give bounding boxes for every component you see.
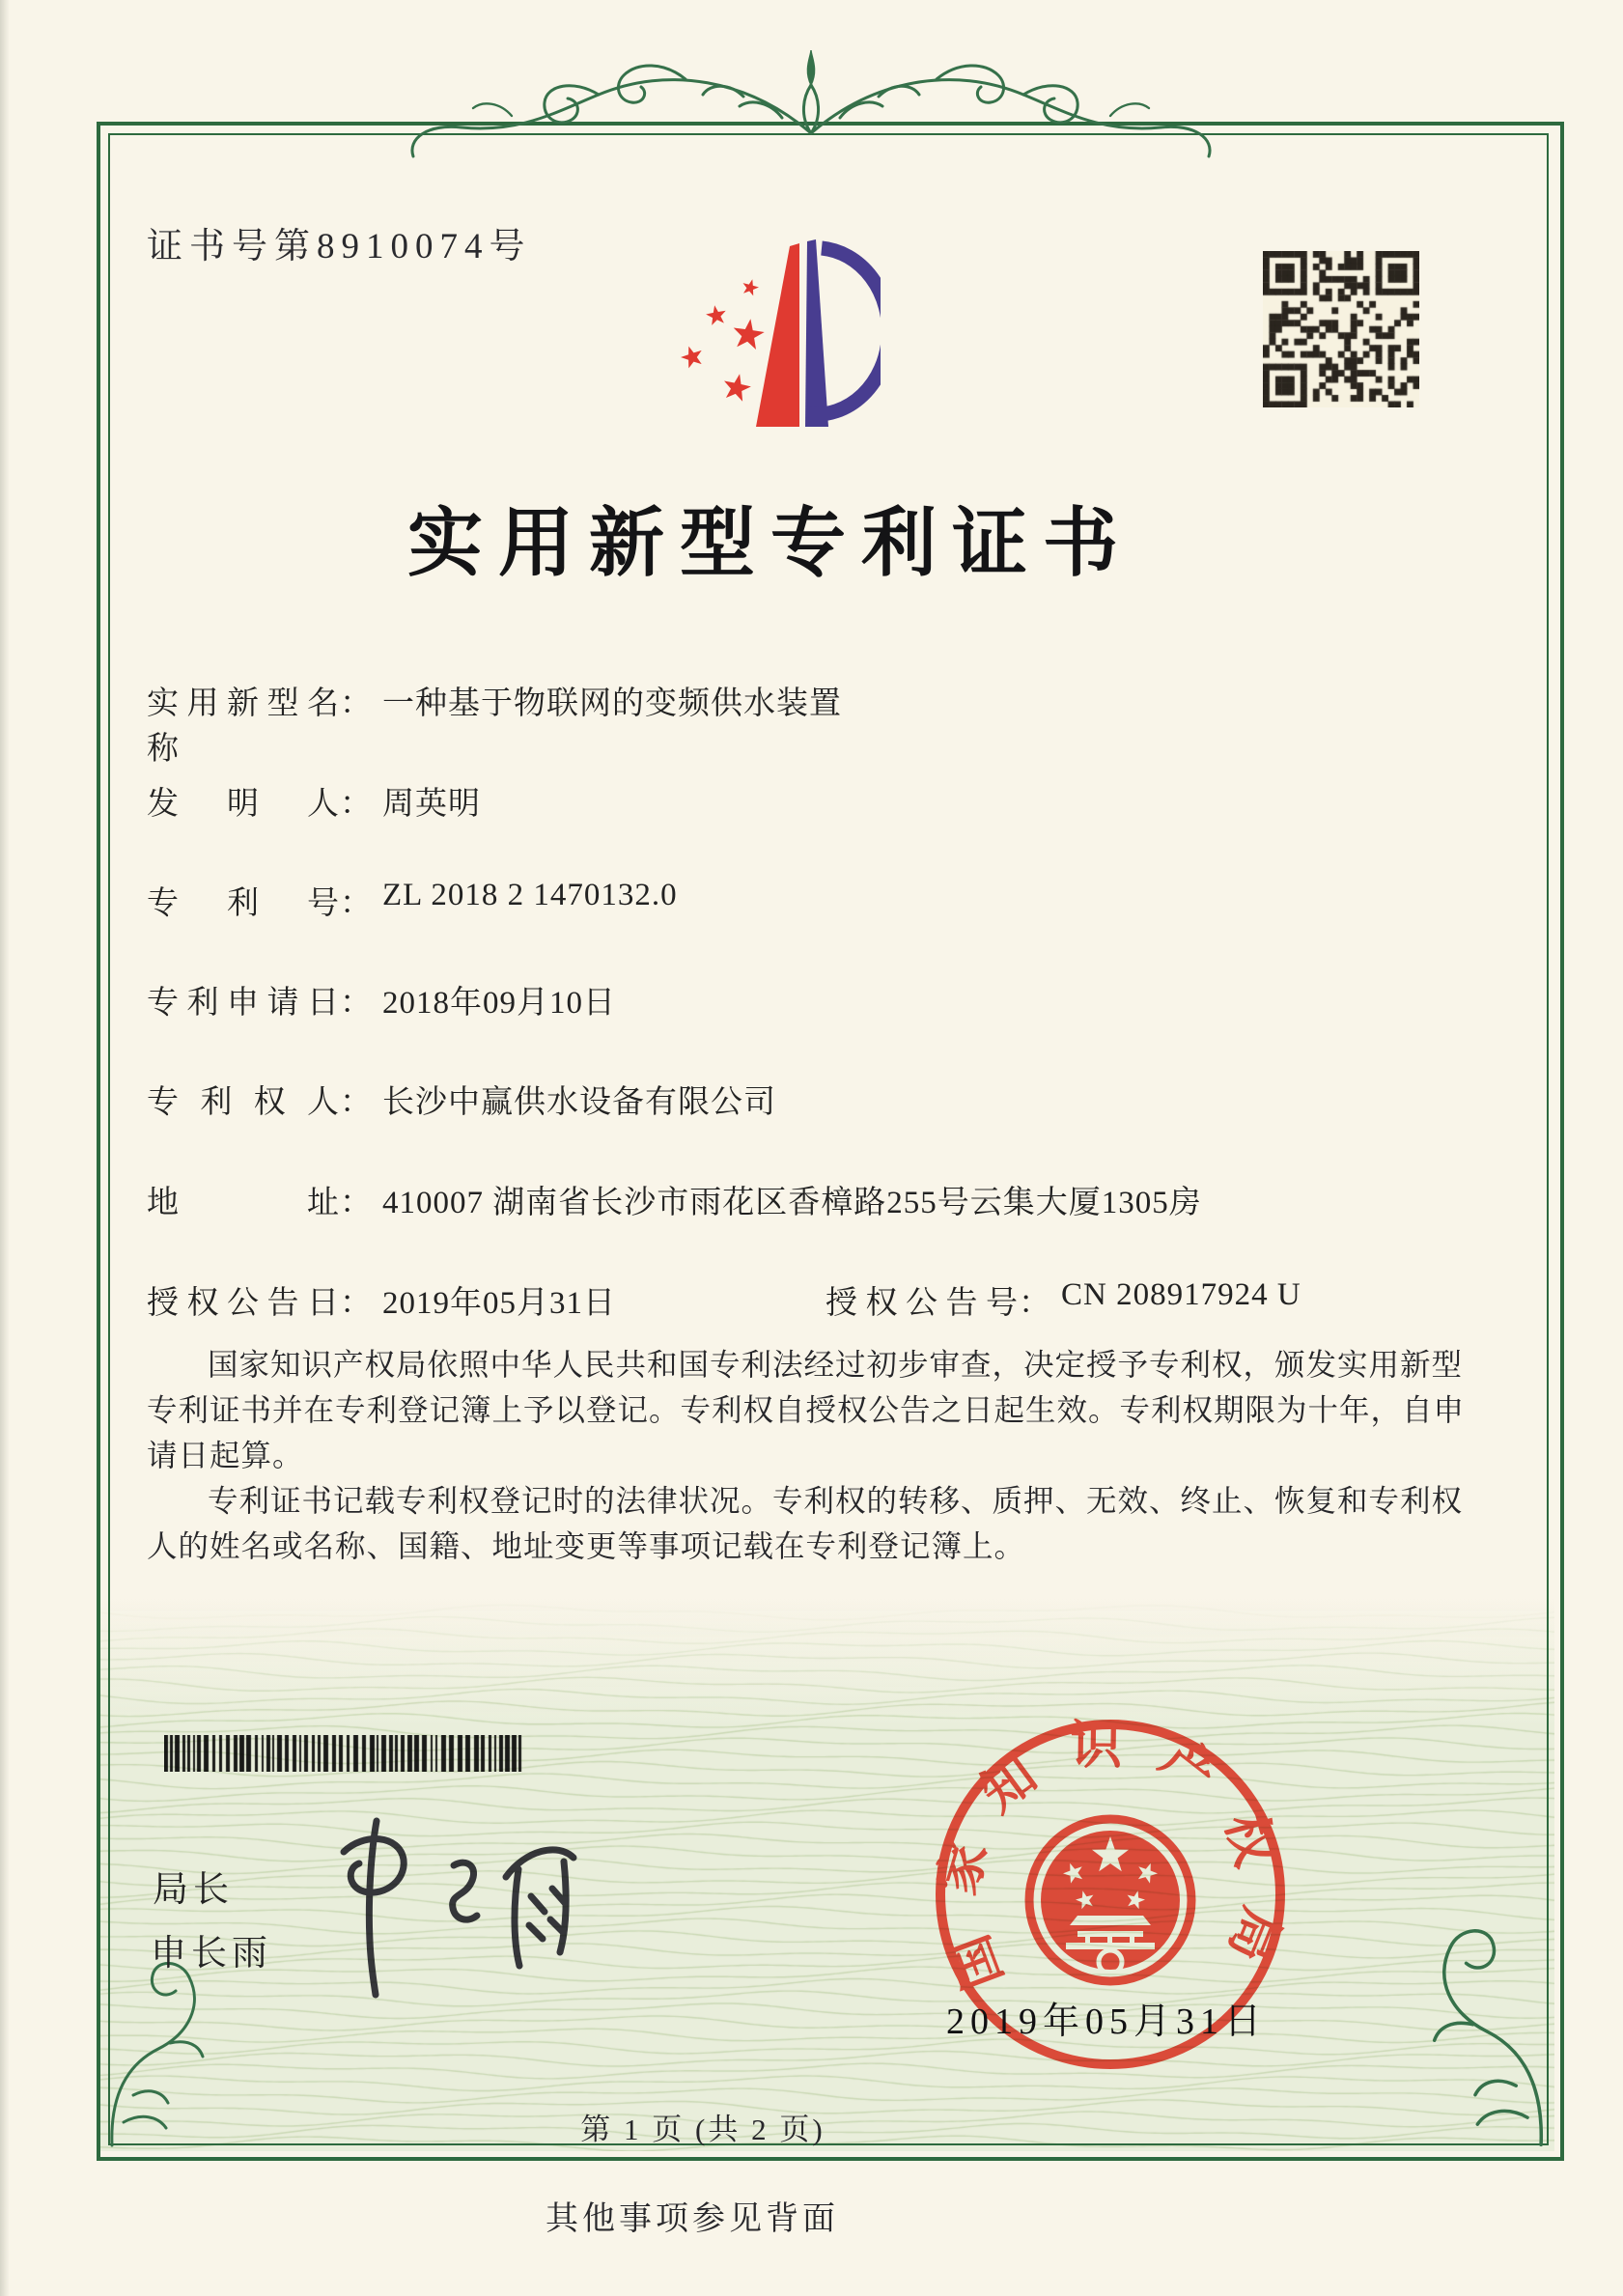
field-value-grant-date: 2019年05月31日 xyxy=(382,1286,616,1321)
certificate-title: 实用新型专利证书 xyxy=(406,501,1133,585)
field-value-invention-name: 一种基于物联网的变频供水装置 xyxy=(382,686,842,721)
field-label: 授权公告日 xyxy=(147,1286,340,1321)
field-row-patent-no: 专利号： ZL 2018 2 1470132.0 xyxy=(147,878,678,921)
field-value-filing-date: 2018年09月10日 xyxy=(382,986,616,1021)
commissioner-signature xyxy=(321,1815,591,2003)
field-value-patent-no: ZL 2018 2 1470132.0 xyxy=(382,878,678,912)
commissioner-title: 局长 xyxy=(153,1870,234,1910)
legal-paragraph-1: 国家知识产权局依照中华人民共和国专利法经过初步审查，决定授予专利权，颁发实用新型专利证书并在专利登记簿上予以登记。专利权自授权公告之日起生效。专利权期限为十年，自申请日起算。 xyxy=(147,1348,1466,1472)
legal-paragraph-2: 专利证书记载专利权登记时的法律状况。专利权的转移、质押、无效、终止、恢复和专利权人的姓名或名称、国籍、地址变更等事项记载在专利登记簿上。 xyxy=(147,1484,1464,1563)
commissioner-name: 申长雨 xyxy=(151,1934,272,1974)
cnipa-patent-logo-icon xyxy=(673,238,881,434)
field-value-gazette-no: CN 208917924 U xyxy=(1061,1277,1301,1312)
field-value-patentee: 长沙中赢供水设备有限公司 xyxy=(382,1085,776,1120)
top-scroll-ornament-icon xyxy=(367,41,1255,176)
national-emblem-icon xyxy=(1029,1819,1191,1981)
field-row-name: 实用新型名称： 一种基于物联网的变频供水装置 xyxy=(147,678,1498,769)
field-row-inventor: 发明人： 周英明 xyxy=(147,778,1498,824)
qr-code xyxy=(1263,251,1419,407)
field-label: 专利申请日 xyxy=(147,986,340,1021)
seal-date: 2019年05月31日 xyxy=(946,2002,1268,2042)
scan-edge-shadow xyxy=(0,0,10,2296)
field-label: 专利号 xyxy=(147,886,340,921)
field-label: 发明人 xyxy=(147,787,340,822)
field-label: 实用新型名称 xyxy=(147,686,340,767)
back-note: 其他事项参见背面 xyxy=(546,2201,839,2237)
barcode xyxy=(164,1735,523,1772)
field-value-address: 410007 湖南省长沙市雨花区香樟路255号云集大厦1305房 xyxy=(382,1186,1202,1220)
certificate-number: 证书号第8910074号 xyxy=(147,227,532,266)
field-label: 专利权人 xyxy=(147,1085,340,1120)
field-row-filing-date: 专利申请日： 2018年09月10日 xyxy=(147,977,1498,1022)
field-label: 授权公告号 xyxy=(825,1286,1019,1321)
seal-ring-text: 国家知识产权局 xyxy=(928,1716,1294,2001)
page-number: 第 1 页 (共 2 页) xyxy=(580,2113,825,2146)
field-row-grant: 授权公告日： 2019年05月31日 授权公告号： CN 208917924 U xyxy=(147,1277,1301,1321)
field-row-patentee: 专利权人： 长沙中赢供水设备有限公司 xyxy=(147,1077,1498,1122)
field-label: 地址 xyxy=(147,1186,340,1220)
field-row-address: 地址： 410007 湖南省长沙市雨花区香樟路255号云集大厦1305房 xyxy=(147,1177,1498,1222)
field-value-inventor: 周英明 xyxy=(382,787,481,822)
legal-text xyxy=(147,1342,1481,1569)
